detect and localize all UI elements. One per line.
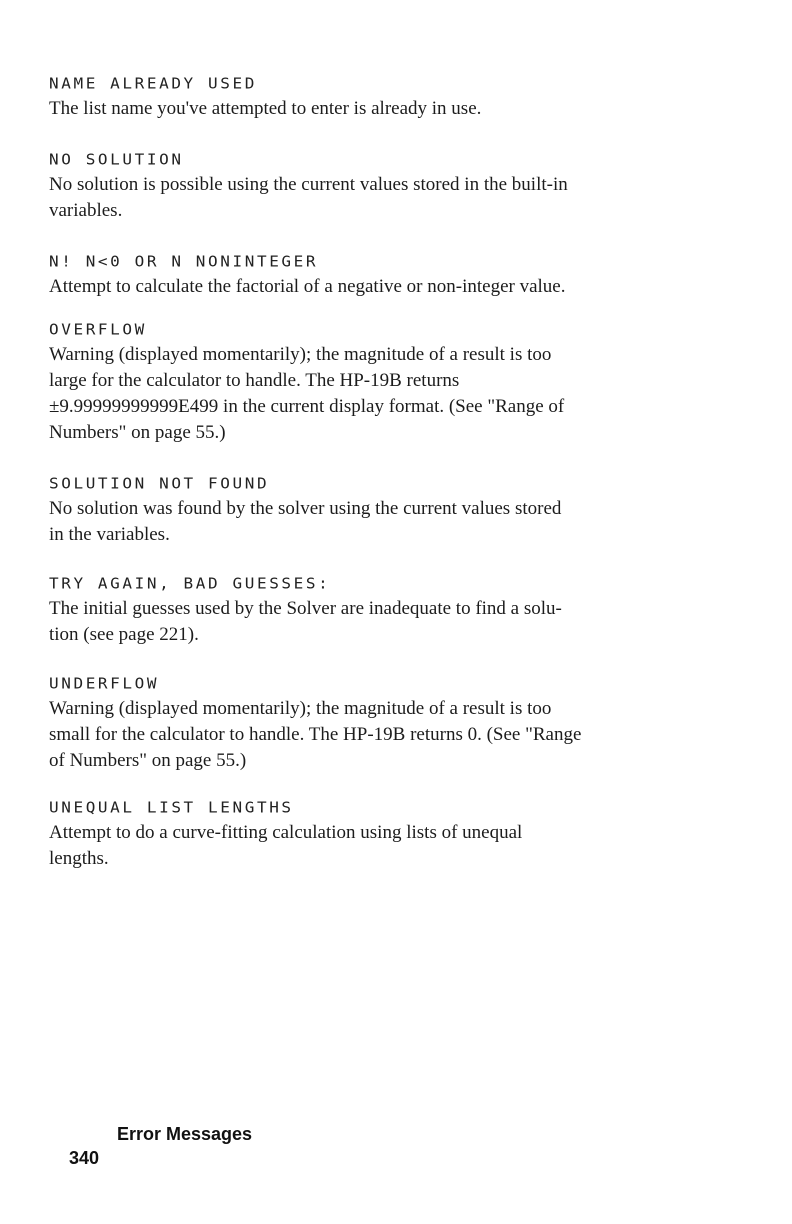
description-line: No solution is possible using the current values stored in the built-in bbox=[49, 174, 568, 195]
description-line: Attempt to do a curve-fitting calculation using lists of unequal bbox=[49, 822, 523, 843]
error-code: UNEQUAL LIST LENGTHS bbox=[49, 798, 294, 817]
page-footer bbox=[49, 1122, 253, 1218]
error-description bbox=[49, 342, 689, 446]
error-description bbox=[49, 172, 689, 224]
error-entry-factorial bbox=[49, 252, 689, 300]
error-entry-unequal-list-lengths bbox=[49, 798, 689, 872]
error-entry-overflow bbox=[49, 320, 689, 446]
error-description bbox=[49, 696, 689, 774]
page-number: 340 bbox=[69, 1148, 100, 1168]
description-line: The initial guesses used by the Solver are inadequate to find a solu- bbox=[49, 598, 562, 619]
description-line: Attempt to calculate the factorial of a negative or non-integer value. bbox=[49, 276, 566, 297]
error-description bbox=[49, 496, 689, 548]
error-entry-no-solution bbox=[49, 150, 689, 224]
description-line: tion (see page 221). bbox=[49, 624, 199, 645]
error-code: NO SOLUTION bbox=[49, 150, 184, 169]
description-line: No solution was found by the solver using the current values stored bbox=[49, 498, 562, 519]
error-description bbox=[49, 596, 689, 648]
error-code: SOLUTION NOT FOUND bbox=[49, 474, 270, 493]
error-entry-underflow bbox=[49, 674, 689, 774]
error-code: TRY AGAIN, BAD GUESSES: bbox=[49, 574, 331, 593]
description-line: The list name you've attempted to enter is already in use. bbox=[49, 98, 482, 119]
error-description bbox=[49, 274, 689, 300]
description-line: lengths. bbox=[49, 848, 109, 869]
description-line: large for the calculator to handle. The HP-19B returns bbox=[49, 370, 460, 391]
description-line: in the variables. bbox=[49, 524, 170, 545]
error-code: UNDERFLOW bbox=[49, 674, 160, 693]
description-line: Warning (displayed momentarily); the magnitude of a result is too bbox=[49, 698, 552, 719]
description-line: of Numbers" on page 55.) bbox=[49, 750, 247, 771]
error-entry-try-again bbox=[49, 574, 689, 648]
error-code: OVERFLOW bbox=[49, 320, 147, 339]
description-line: Numbers" on page 55.) bbox=[49, 422, 226, 443]
description-line: small for the calculator to handle. The HP-19B returns 0. (See "Range bbox=[49, 724, 582, 745]
error-entry-name-already-used bbox=[49, 74, 689, 122]
error-entry-solution-not-found bbox=[49, 474, 689, 548]
error-code: NAME ALREADY USED bbox=[49, 74, 257, 93]
error-code: N! N<0 OR N NONINTEGER bbox=[49, 252, 319, 271]
error-description bbox=[49, 96, 689, 122]
section-title: Error Messages bbox=[117, 1124, 253, 1144]
description-line: Warning (displayed momentarily); the magnitude of a result is too bbox=[49, 344, 552, 365]
error-description bbox=[49, 820, 689, 872]
description-line: ±9.99999999999E499 in the current display format. (See "Range of bbox=[49, 396, 565, 417]
description-line: variables. bbox=[49, 200, 123, 221]
